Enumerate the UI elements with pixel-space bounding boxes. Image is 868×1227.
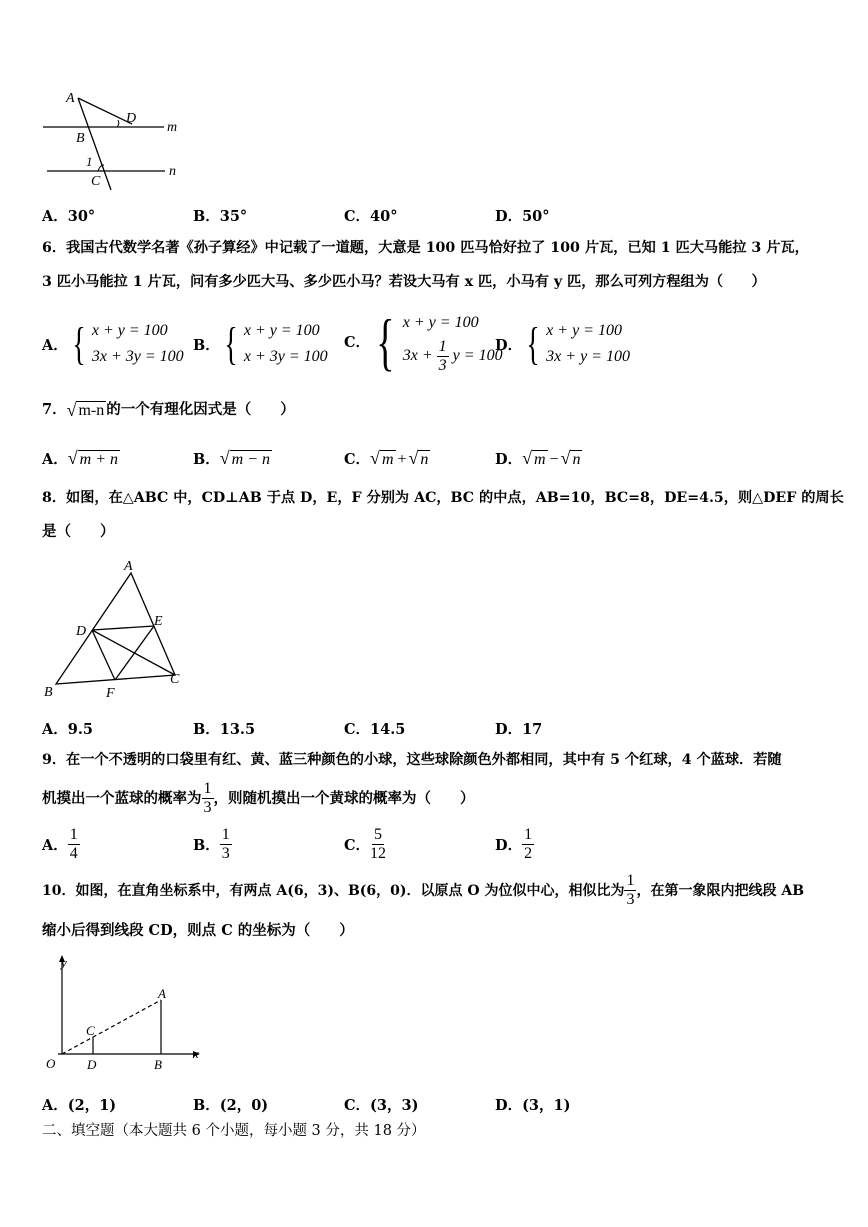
q7-option-a[interactable]: A． √ m + n [42,448,119,468]
q9-text-line2: 机摸出一个蓝球的概率为 $\frac{1}{3}$ ，则随机摸出一个黄球的概率为（ ） [42,780,475,816]
equation-system [92,318,184,370]
q6-option-c-label: C． [344,334,371,351]
q6-option-a[interactable] [42,318,184,370]
segment-de [92,626,154,630]
q10-figure [40,952,210,1077]
sqrt-expression: √ m [522,448,546,468]
q5-option-c[interactable]: C．40° [344,208,398,225]
q10-option-a[interactable]: A．(2，1) [42,1097,117,1114]
q5-option-d[interactable]: D．50° [495,208,550,225]
q6-option-c[interactable] [344,305,503,377]
label-b: B [154,1057,162,1072]
q8-option-b[interactable]: B．13.5 [193,721,256,738]
brace: { [526,318,540,369]
equation-system [244,318,328,370]
q7-option-d[interactable]: D． √ m − √ n [495,448,581,468]
angle-arc-d [117,120,119,127]
q6-option-d[interactable] [495,318,630,370]
equation: x + y = 100 [91,322,168,339]
segment-dc [92,630,175,675]
label-a: A [66,91,75,106]
equation-system [546,318,630,370]
section-heading: 二、填空题（本大题共 6 个小题，每小题 3 分，共 18 分） [42,1123,426,1139]
q9-text-line1: 9．在一个不透明的口袋里有红、黄、蓝三种颜色的小球，这些球除颜色外都相同，其中有 5 个红球，4 个蓝球．若随 [42,752,782,768]
equation: 3x + 3y = 100 [91,348,184,365]
equation: 3x + y = 100 [546,348,630,365]
q5-figure [40,86,190,191]
q7-text: 7． √ m-n 的一个有理化因式是（ ） [42,400,295,420]
q6-option-d-label: D． [495,336,523,354]
label-b: B [76,131,85,146]
label-n: n [169,164,176,179]
equation: 3x + $\frac{1}{3}$ y = 100 [402,338,503,374]
sqrt-expression: √ m [370,448,394,468]
q6-text-line1: 6．我国古代数学名著《孙子算经》中记载了一道题，大意是 100 匹马恰好拉了 100 片瓦，已知 1 匹大马能拉 3 片瓦， [42,240,809,256]
sqrt-expression: √ m − n [219,448,271,468]
q10-option-b[interactable]: B．(2，0) [193,1097,269,1114]
equation: x + y = 100 [546,322,622,339]
label-d: D [76,624,87,639]
label-a: A [158,986,166,1001]
q5-option-a[interactable]: A．30° [42,208,96,225]
equation: x + 3y = 100 [243,348,328,365]
q6-option-b-label: B． [193,336,220,354]
sqrt-expression: √ n [560,448,581,468]
q9-option-a[interactable]: A． $\frac{1}{4}$ [42,826,78,862]
label-e: E [154,614,163,629]
fraction: $\frac{1}{4}$ [69,826,78,862]
label-1: 1 [86,154,93,169]
q10-text-line1: 10．如图，在直角坐标系中，有两点 A(6，3)、B(6，0)．以原点 O 为位似中心，相似比为 $\frac{1}{3}$ ，在第一象限内把线段 AB [42,872,805,908]
brace: { [376,305,395,377]
sqrt-expression: √ m + n [67,448,119,468]
fraction: $\frac{1}{3}$ [438,338,447,374]
segment-oa [62,1000,161,1054]
q8-option-d[interactable]: D．17 [495,721,543,738]
q8-option-c[interactable]: C．14.5 [344,721,406,738]
q9-option-c[interactable]: C． $\frac{5}{12}$ [344,826,387,862]
label-x: x [193,1046,199,1061]
q10-option-d[interactable]: D．(3，1) [495,1097,571,1114]
q9-option-d[interactable]: D． $\frac{1}{2}$ [495,826,533,862]
brace: { [72,318,86,369]
label-m: m [167,120,178,135]
equation: x + y = 100 [243,322,320,339]
fraction: $\frac{1}{3}$ [221,826,230,862]
q9-option-b[interactable]: B． $\frac{1}{3}$ [193,826,230,862]
q7-option-b[interactable]: B． √ m − n [193,448,271,468]
q10-text-line2: 缩小后得到线段 CD，则点 C 的坐标为（ ） [42,922,354,939]
fraction: $\frac{1}{3}$ [203,780,212,816]
q8-text-line1: 8．如图，在△ABC 中，CD⊥AB 于点 D，E，F 分别为 AC，BC 的中点，AB=10，BC=8，DE=4.5，则△DEF 的周长 [42,490,844,506]
q6-option-b[interactable] [193,318,328,370]
label-b: B [44,685,53,700]
fraction: $\frac{1}{3}$ [626,872,635,908]
label-d: D [87,1057,97,1072]
label-o: O [46,1056,56,1071]
fraction: $\frac{1}{2}$ [524,826,533,862]
label-c: C [170,672,180,687]
q8-option-a[interactable]: A．9.5 [42,721,93,738]
q7-option-c[interactable]: C． √ m + √ n [344,448,429,468]
q8-text-line2: 是（ ） [42,523,115,540]
equation-system [403,308,503,375]
q6-text-line2: 3 匹小马能拉 1 片瓦，问有多少匹大马、多少匹小马？若设大马有 x 匹，小马有 y 匹，那么可列方程组为（ ） [42,274,766,290]
sqrt-expression: √ m-n [66,400,105,420]
label-a: A [124,559,133,574]
label-c: C [91,174,101,189]
q6-option-a-label: A． [42,336,68,354]
label-y: y [61,955,67,970]
q5-option-b[interactable]: B．35° [193,208,248,225]
sqrt-expression: √ n [408,448,429,468]
fraction: $\frac{5}{12}$ [370,826,387,862]
label-c: C [86,1023,95,1038]
q10-option-c[interactable]: C．(3，3) [344,1097,419,1114]
equation: x + y = 100 [402,314,479,331]
brace: { [224,318,238,369]
label-d: D [126,111,137,126]
q8-figure [40,556,190,701]
label-f: F [106,686,115,701]
segment-df [92,630,115,680]
